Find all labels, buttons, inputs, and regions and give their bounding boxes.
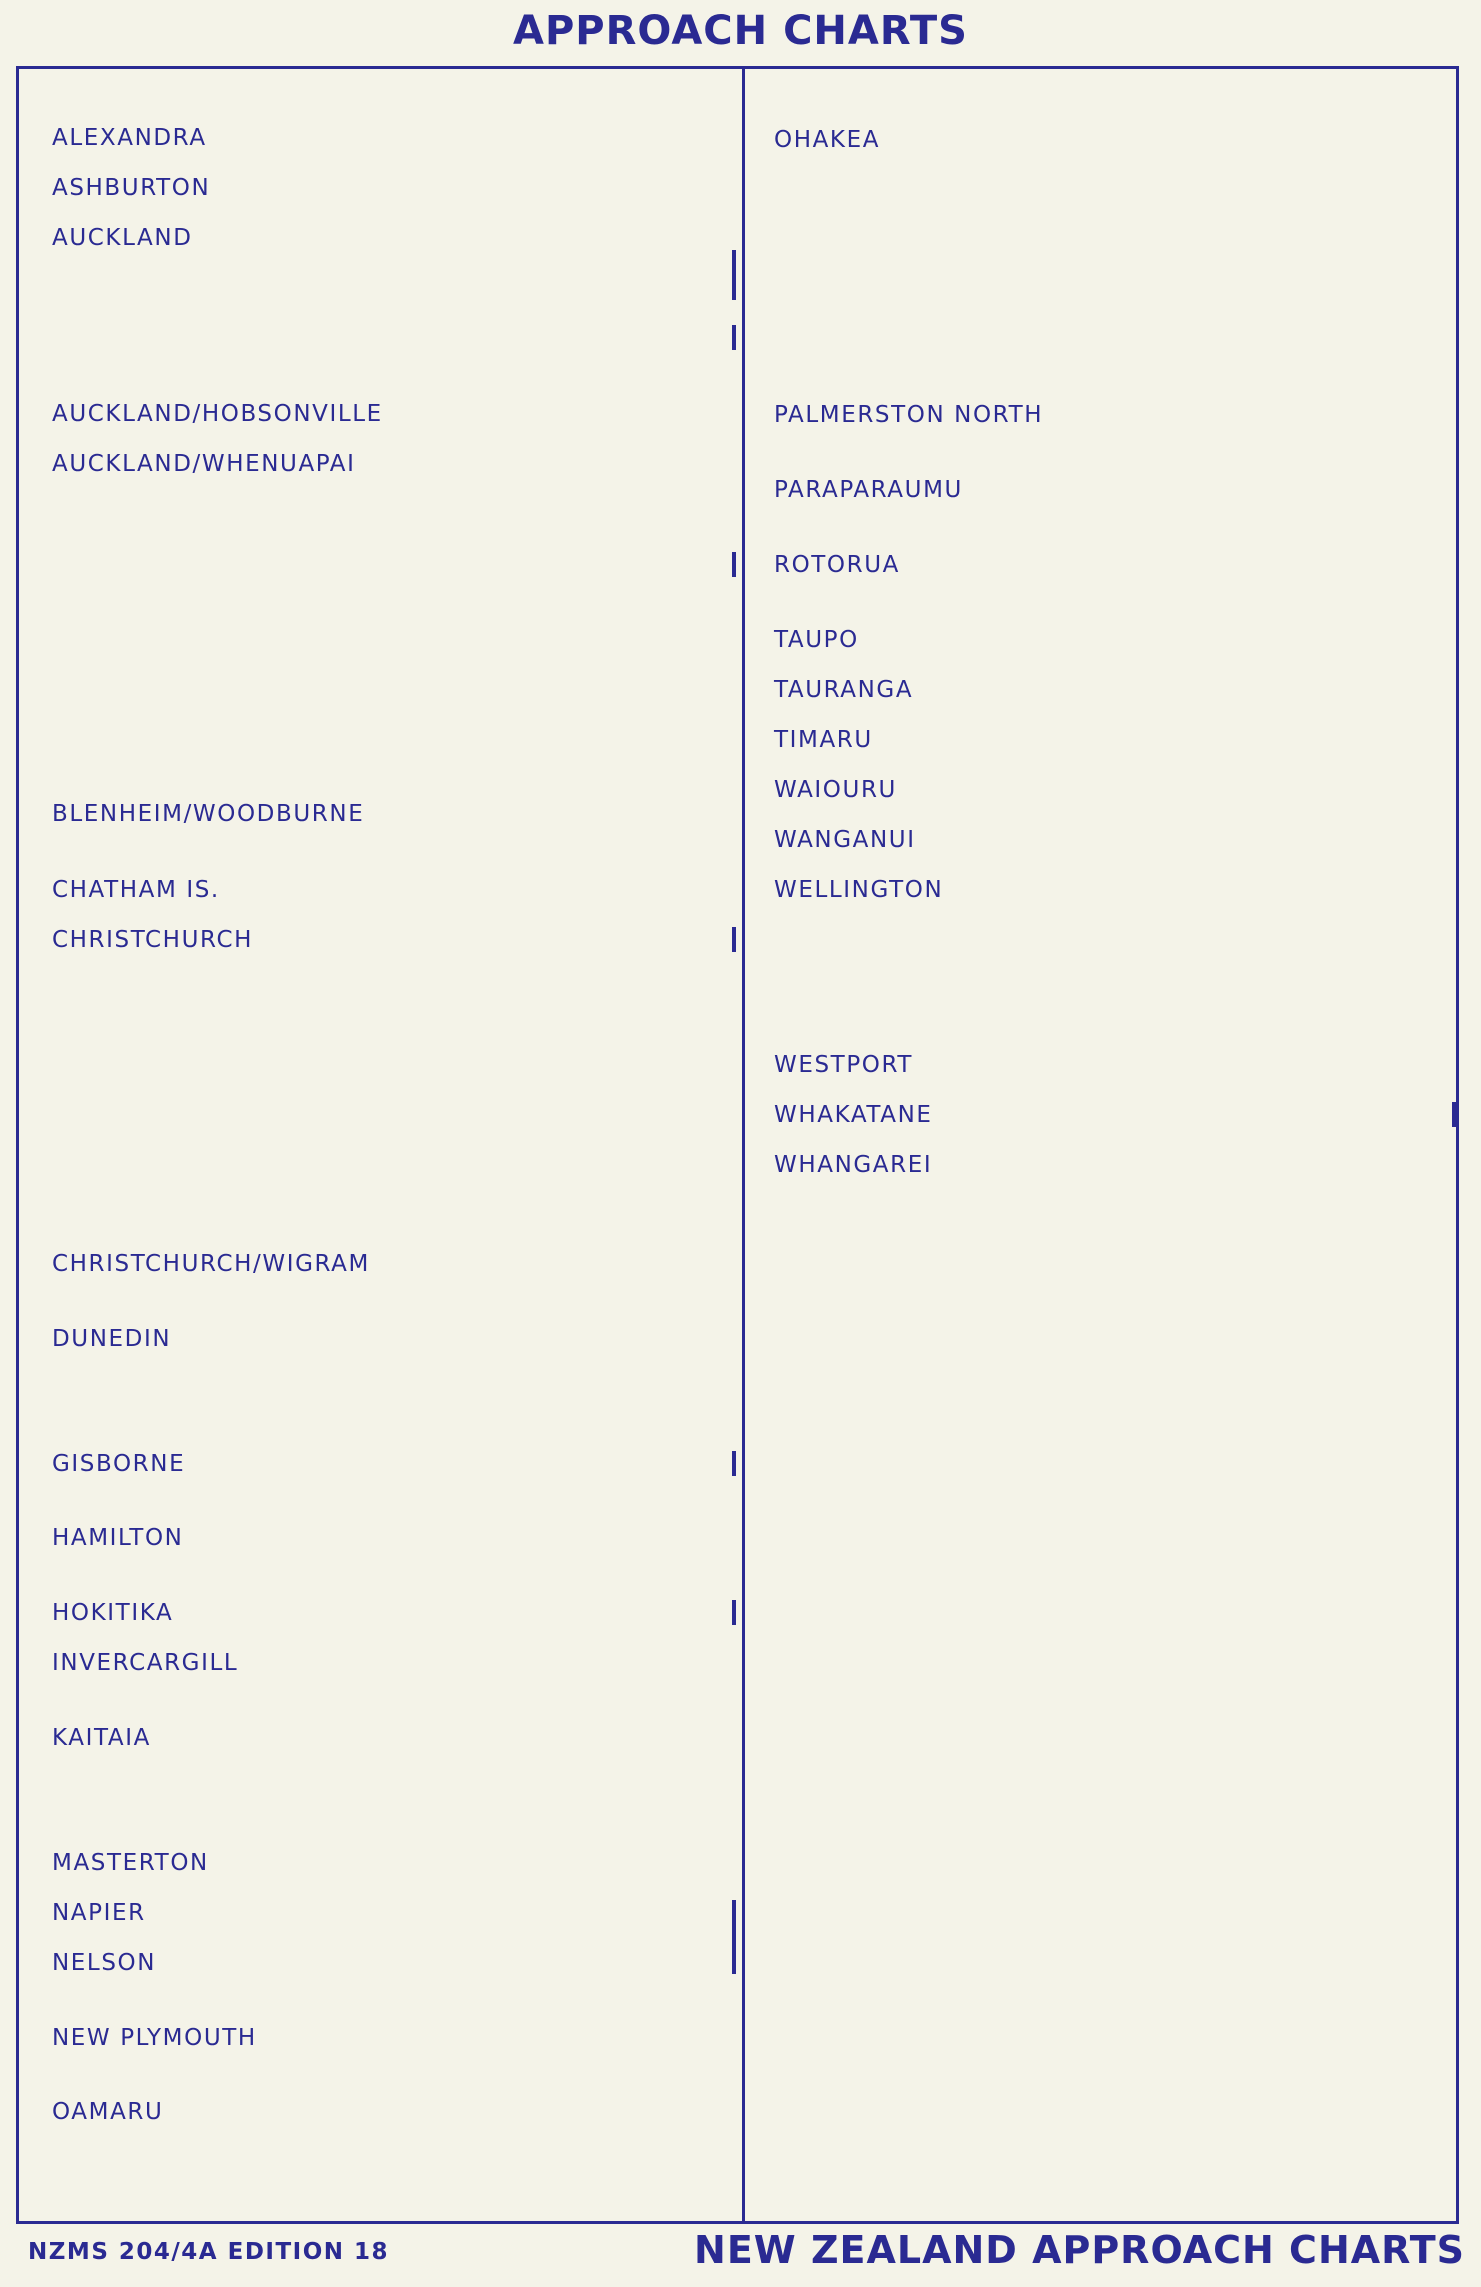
airport-name: ASHBURTON xyxy=(52,175,211,201)
airport-name: CHRISTCHURCH xyxy=(52,927,253,953)
airport-name: ALEXANDRA xyxy=(52,125,207,151)
airport-name: NELSON xyxy=(52,1950,157,1976)
airport-name: BLENHEIM/WOODBURNE xyxy=(52,801,365,827)
airport-name: PALMERSTON NORTH xyxy=(774,402,1044,428)
amendment-bar xyxy=(732,325,736,350)
airport-name: WESTPORT xyxy=(774,1052,914,1078)
amendment-bar xyxy=(732,552,736,577)
airport-name: OAMARU xyxy=(52,2099,164,2125)
airport-name: TIMARU xyxy=(774,727,873,753)
airport-name: AUCKLAND xyxy=(52,225,193,251)
amendment-bar xyxy=(732,1451,736,1476)
airport-name: MASTERTON xyxy=(52,1850,209,1876)
column-divider xyxy=(742,66,745,2224)
edition-label: NZMS 204/4A EDITION 18 xyxy=(28,2239,390,2265)
airport-name: HOKITIKA xyxy=(52,1600,174,1626)
airport-name: AUCKLAND/HOBSONVILLE xyxy=(52,401,383,427)
airport-name: GISBORNE xyxy=(52,1451,186,1477)
airport-name: WELLINGTON xyxy=(774,877,944,903)
airport-name: INVERCARGILL xyxy=(52,1650,239,1676)
airport-name: TAURANGA xyxy=(774,677,914,703)
airport-name: AUCKLAND/WHENUAPAI xyxy=(52,451,356,477)
airport-name: CHRISTCHURCH/WIGRAM xyxy=(52,1251,370,1277)
amendment-bar xyxy=(732,275,736,300)
airport-name: NAPIER xyxy=(52,1900,146,1926)
amendment-bar xyxy=(732,1600,736,1625)
airport-name: WAIOURU xyxy=(774,777,897,803)
airport-name: WANGANUI xyxy=(774,827,916,853)
airport-name: KAITAIA xyxy=(52,1725,151,1751)
airport-name: OHAKEA xyxy=(774,127,881,153)
airport-name: WHANGAREI xyxy=(774,1152,933,1178)
airport-name: ROTORUA xyxy=(774,552,900,578)
amendment-bar xyxy=(732,927,736,952)
footer-title: NEW ZEALAND APPROACH CHARTS xyxy=(694,2228,1465,2272)
page-title: APPROACH CHARTS xyxy=(513,8,968,54)
chart-index-frame xyxy=(16,66,1459,2224)
airport-name: PARAPARAUMU xyxy=(774,477,963,503)
amendment-bar xyxy=(1452,1102,1456,1127)
airport-name: DUNEDIN xyxy=(52,1326,172,1352)
airport-name: TAUPO xyxy=(774,627,859,653)
amendment-bar xyxy=(732,250,736,275)
airport-name: WHAKATANE xyxy=(774,1102,933,1128)
airport-name: HAMILTON xyxy=(52,1525,184,1551)
airport-name: NEW PLYMOUTH xyxy=(52,2025,257,2051)
amendment-bar xyxy=(732,1900,736,1974)
airport-name: CHATHAM IS. xyxy=(52,877,220,903)
